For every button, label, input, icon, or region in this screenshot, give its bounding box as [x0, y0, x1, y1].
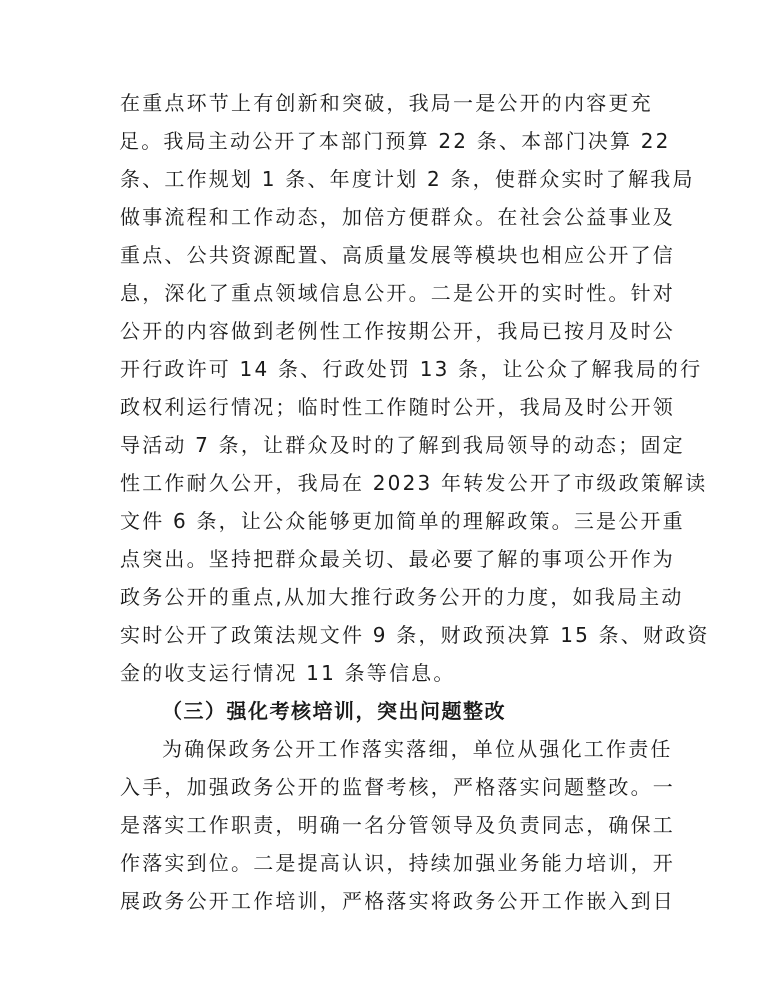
text-line: 点突出。坚持把群众最关切、最必要了解的事项公开作为 — [120, 547, 675, 571]
text-line: 政务公开的重点,从加大推行政务公开的力度，如我局主动 — [120, 585, 684, 609]
text-line: 政权利运行情况；临时性工作随时公开，我局及时公开领 — [120, 395, 675, 419]
text-line: 做事流程和工作动态，加倍方便群众。在社会公益事业及 — [120, 205, 675, 229]
text-line: 足。我局主动公开了本部门预算 22 条、本部门决算 22 — [119, 129, 671, 153]
text-line: 作落实到位。二是提高认识，持续加强业务能力培训，开 — [120, 851, 675, 875]
text-line: 公开的内容做到老例性工作按期公开，我局已按月及时公 — [120, 319, 675, 343]
text-line: 展政务公开工作培训，严格落实将政务公开工作嵌入到日 — [120, 889, 675, 913]
text-line: 导活动 7 条，让群众及时的了解到我局领导的动态；固定 — [120, 433, 685, 457]
text-line: 重点、公共资源配置、高质量发展等模块也相应公开了信 — [120, 243, 675, 267]
text-line: 开行政许可 14 条、行政处罚 13 条，让公众了解我局的行 — [120, 357, 703, 381]
text-line: 性工作耐久公开，我局在 2023 年转发公开了市级政策解读 — [120, 471, 708, 495]
text-line: 在重点环节上有创新和突破，我局一是公开的内容更充 — [120, 91, 653, 115]
text-line: 入手，加强政务公开的监督考核，严格落实问题整改。一 — [120, 775, 675, 799]
text-line: 文件 6 条，让公众能够更加简单的理解政策。三是公开重 — [120, 509, 685, 533]
text-line: 息，深化了重点领域信息公开。二是公开的实时性。针对 — [120, 281, 675, 305]
text-line: 金的收支运行情况 11 条等信息。 — [120, 661, 456, 685]
text-line: 是落实工作职责，明确一名分管领导及负责同志，确保工 — [120, 813, 675, 837]
text-line: 为确保政务公开工作落实落细，单位从强化工作责任 — [162, 737, 673, 761]
text-line: 条、工作规划 1 条、年度计划 2 条，使群众实时了解我局 — [120, 167, 695, 191]
section-heading: （三）强化考核培训，突出问题整改 — [162, 699, 506, 723]
text-line: 实时公开了政策法规文件 9 条，财政预决算 15 条、财政资 — [120, 623, 710, 647]
